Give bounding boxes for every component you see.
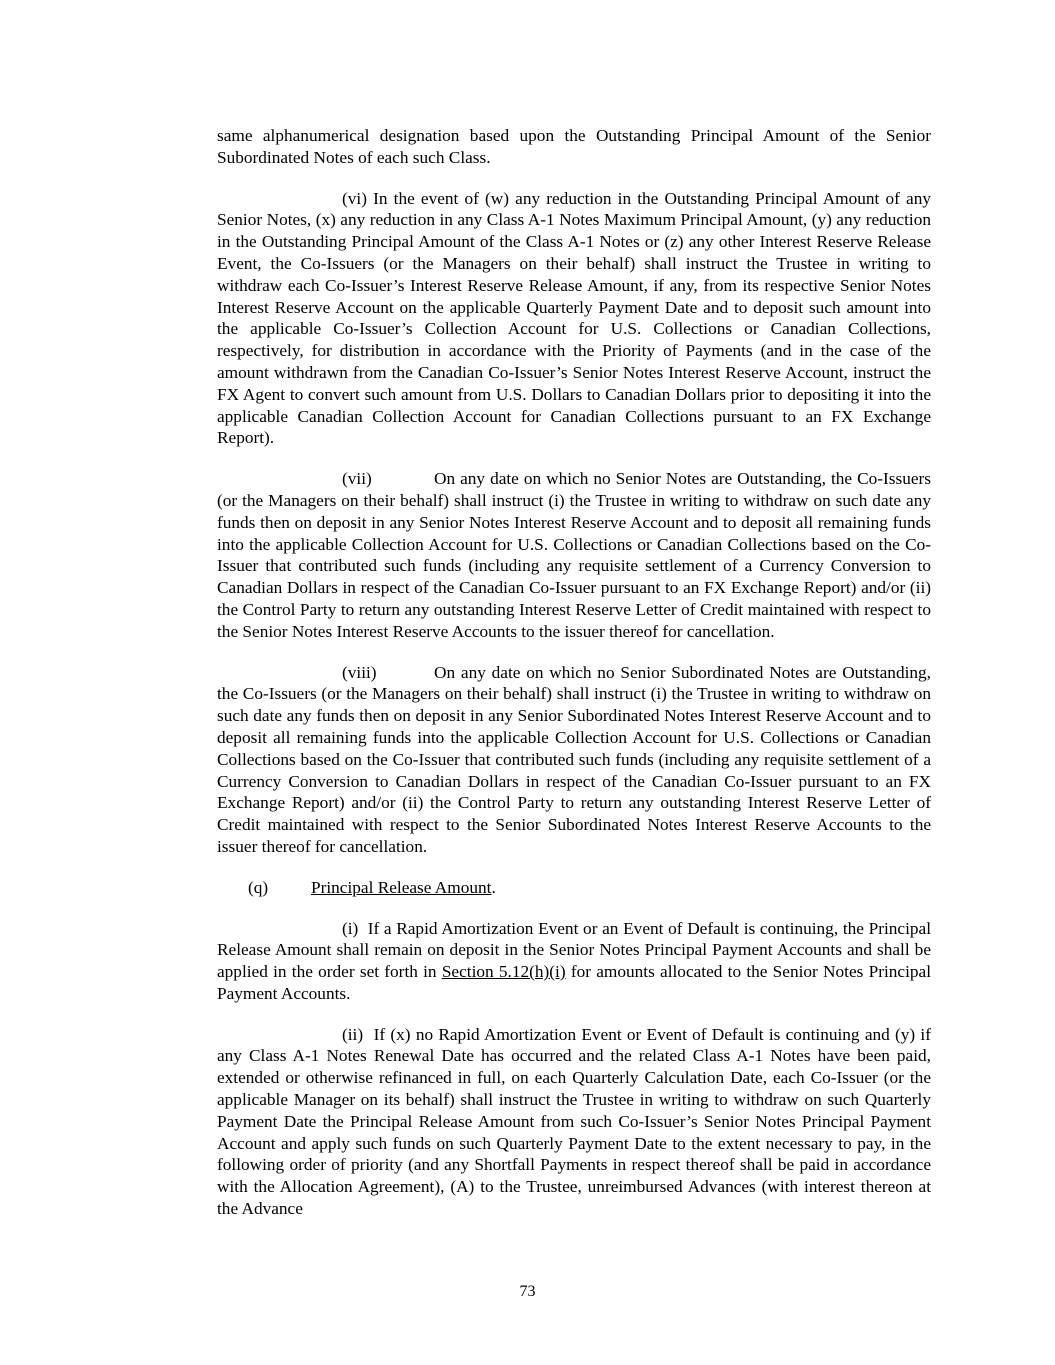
paragraph-q-i-number: (i): [342, 918, 359, 938]
continuation-paragraph: same alphanumerical designation based upon the Outstanding Principal Amount of the Senior Subordinated Notes of each such Class.: [217, 126, 931, 167]
paragraph-vii-text: On any date on which no Senior Notes are Outstanding, the Co-Issuers (or the Managers on their behalf) shall instruct (i) the Trustee in writing to withdraw on such date any funds then on deposit in any Senior Notes Interest Reserve Account and to deposit all remaining funds into the applicable Collection Account for U.S. Collections or Canadian Collections based on the Co-Issuer that contributed such funds (including any requisite settlement of a Currency Conversion to Canadian Dollars in respect of the Canadian Co-Issuer pursuant to an FX Exchange Report) and/or (ii) the Control Party to return any outstanding Interest Reserve Letter of Credit maintained with respect to the Senior Notes Interest Reserve Accounts to the issuer thereof for cancellation.: [217, 469, 931, 641]
paragraph-vi-text: In the event of (w) any reduction in the Outstanding Principal Amount of any Senior Notes, (x) any reduction in any Class A-1 Notes Maximum Principal Amount, (y) any reduction in the Outstanding Principal Amount of the Class A-1 Notes or (z) any other Interest Reserve Release Event, the Co-Issuers (or the Managers on their behalf) shall instruct the Trustee in writing to withdraw each Co-Issuer’s Interest Reserve Release Amount, if any, from its respective Senior Notes Interest Reserve Account on the applicable Quarterly Payment Date and to deposit such amount into the applicable Co-Issuer’s Collection Account for U.S. Collections or Canadian Collections, respectively, for distribution in accordance with the Priority of Payments (and in the case of the amount withdrawn from the Canadian Co-Issuer’s Senior Notes Interest Reserve Account, instruct the FX Agent to convert such amount from U.S. Dollars to Canadian Dollars prior to depositing it into the applicable Canadian Collection Account for Canadian Collections pursuant to an FX Exchange Report).: [217, 188, 931, 448]
section-q-title-period: .: [491, 877, 496, 897]
paragraph-viii-text: On any date on which no Senior Subordinated Notes are Outstanding, the Co-Issuers (or the Managers on their behalf) shall instruct (i) the Trustee in writing to withdraw on such date any funds then on deposit in any Senior Subordinated Notes Interest Reserve Account and to deposit all remaining funds into the applicable Collection Account for U.S. Collections or Canadian Collections based on the Co-Issuer that contributed such funds (including any requisite settlement of a Currency Conversion to Canadian Dollars in respect of the Canadian Co-Issuer pursuant to an FX Exchange Report) and/or (ii) the Control Party to return any outstanding Interest Reserve Letter of Credit maintained with respect to the Senior Subordinated Notes Interest Reserve Accounts to the issuer thereof for cancellation.: [217, 662, 931, 856]
paragraph-q-ii: [217, 1024, 931, 1220]
paragraph-q-ii-number: (ii): [342, 1024, 364, 1044]
paragraph-viii-number: (viii): [342, 662, 377, 682]
section-reference-link: Section 5.12(h)(i): [441, 962, 566, 982]
paragraph-vi-number: (vi): [342, 188, 367, 208]
document-page: [217, 125, 931, 1239]
paragraph-vii: [217, 468, 931, 642]
paragraph-vi: [217, 188, 931, 450]
section-q-heading: [217, 877, 931, 899]
paragraph-viii: [217, 662, 931, 858]
section-q-title: Principal Release Amount: [311, 877, 492, 897]
page-number: 73: [519, 1283, 536, 1300]
paragraph-q-i-text-after: for amounts allocated to the Senior Notes Principal Payment Accounts.: [217, 962, 931, 1003]
section-q-number: (q): [248, 877, 269, 897]
paragraph-q-i-text-before: If a Rapid Amortization Event or an Event of Default is continuing, the Principal Release Amount shall remain on deposit in the Senior Notes Principal Payment Accounts and shall be applied in the order set forth in: [217, 918, 932, 982]
paragraph-vii-number: (vii): [342, 469, 372, 489]
paragraph-q-i: [217, 918, 931, 1005]
paragraph-q-ii-text: If (x) no Rapid Amortization Event or Event of Default is continuing and (y) if any Class A-1 Notes Renewal Date has occurred and the related Class A-1 Notes have been paid, extended or otherwise refinanced in full, on each Quarterly Calculation Date, each Co-Issuer (or the applicable Manager on its behalf) shall instruct the Trustee in writing to withdraw on such Quarterly Payment Date the Principal Release Amount from such Co-Issuer’s Senior Notes Principal Payment Account and apply such funds on such Quarterly Payment Date to the extent necessary to pay, in the following order of priority (and any Shortfall Payments in respect thereof shall be paid in accordance with the Allocation Agreement), (A) to the Trustee, unreimbursed Advances (with interest thereon at the Advance: [217, 1024, 931, 1219]
